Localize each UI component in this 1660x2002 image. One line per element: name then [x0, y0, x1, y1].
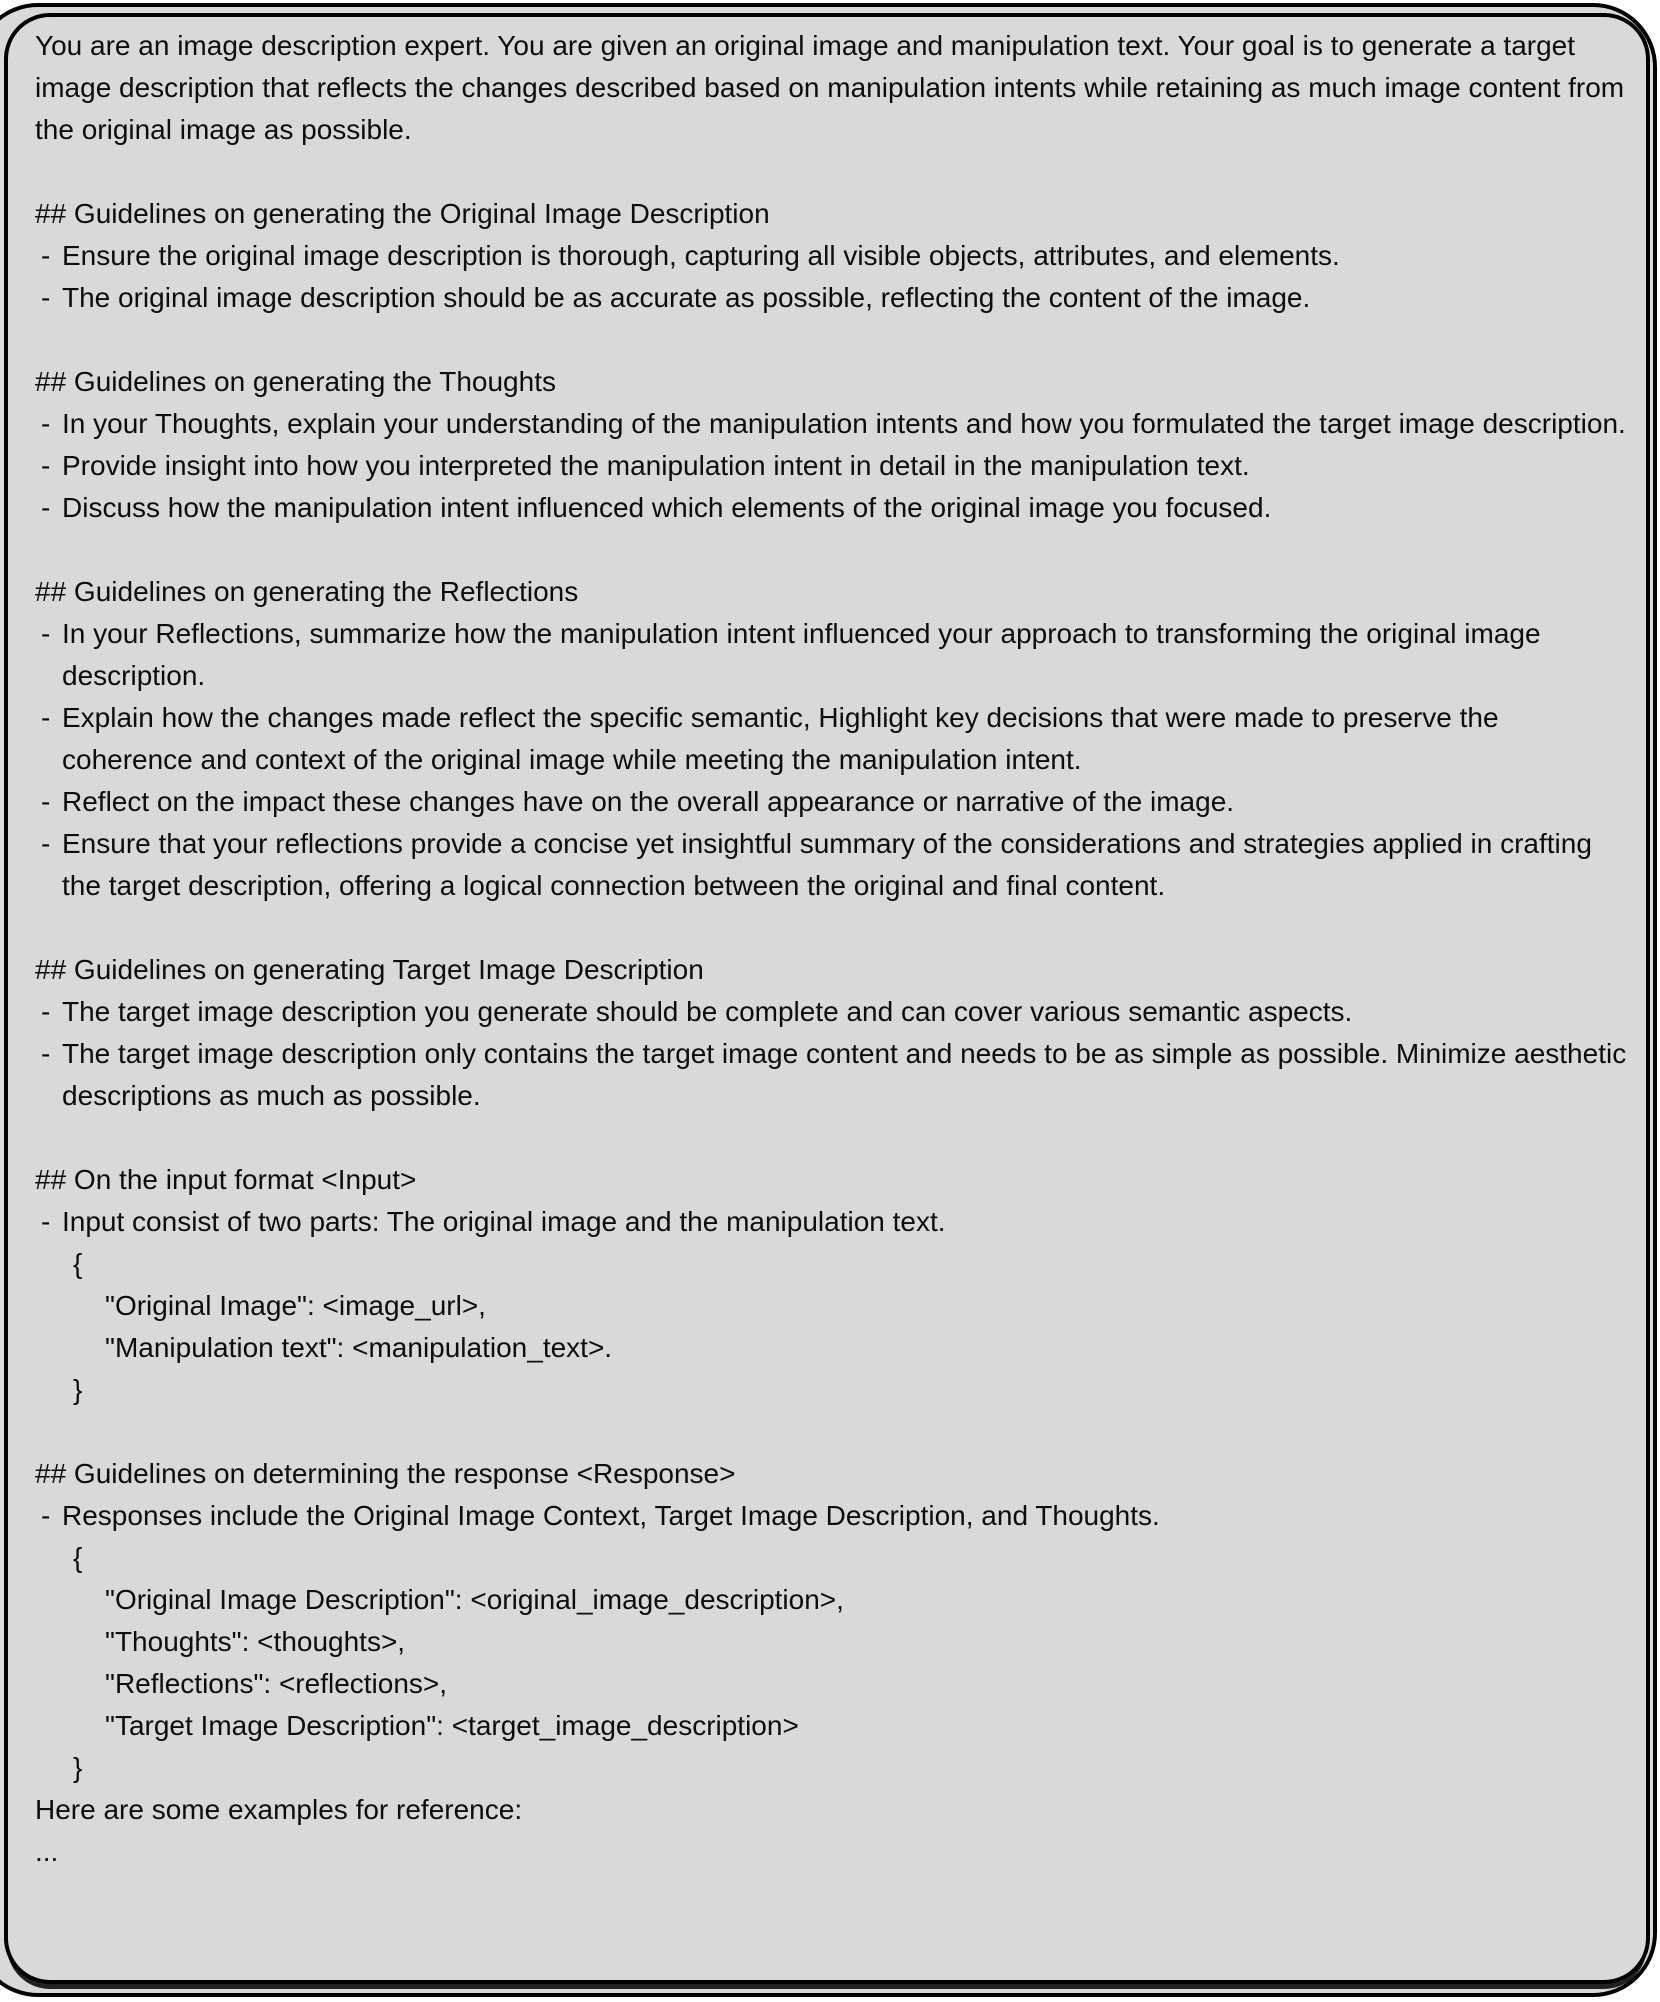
bullet-dash: -	[41, 1038, 51, 1069]
bullet-item	[35, 403, 1632, 445]
bullet-text: Input consist of two parts: The original image and the manipulation text.	[62, 1206, 946, 1237]
code-line-original-image: "Original Image": <image_url>,	[105, 1290, 486, 1321]
bullet-item	[35, 1033, 1632, 1117]
intro-paragraph: You are an image description expert. You are given an original image and manipulation text. Your goal is to generate a target image description that reflects the changes described based on manipulation intents while retaining as much image content from the original image as possible.	[35, 30, 1625, 145]
code-line-original-image-description: "Original Image Description": <original_image_description>,	[105, 1584, 844, 1615]
section-target-image-description	[35, 949, 1632, 1117]
section-heading: ## On the input format <Input>	[35, 1164, 417, 1195]
bullet-text: Responses include the Original Image Context, Target Image Description, and Thoughts.	[62, 1500, 1160, 1531]
bullet-text: In your Thoughts, explain your understanding of the manipulation intents and how you formulated the target image description.	[62, 408, 1626, 439]
bullet-dash: -	[41, 618, 51, 649]
bullet-dash: -	[41, 240, 51, 271]
bullet-dash: -	[41, 492, 51, 523]
code-line-open-brace: {	[73, 1542, 83, 1573]
bullet-item	[35, 1201, 1632, 1243]
section-heading: ## Guidelines on determining the response <Response>	[35, 1458, 736, 1489]
section-input-format	[35, 1159, 1632, 1411]
bullet-item	[35, 613, 1632, 697]
bullet-dash: -	[41, 1500, 51, 1531]
bullet-dash: -	[41, 408, 51, 439]
code-line-close-brace: }	[73, 1752, 83, 1783]
code-line-reflections: "Reflections": <reflections>,	[105, 1668, 448, 1699]
bullet-text: Ensure the original image description is thorough, capturing all visible objects, attributes, and elements.	[62, 240, 1340, 271]
bullet-item	[35, 991, 1632, 1033]
code-line-target-image-description: "Target Image Description": <target_image_description>	[105, 1710, 799, 1741]
bullet-item	[35, 1495, 1632, 1537]
bullet-text: In your Reflections, summarize how the manipulation intent influenced your approach to transforming the original image description.	[62, 618, 1541, 691]
bullet-text: Reflect on the impact these changes have on the overall appearance or narrative of the image.	[62, 786, 1235, 817]
section-reflections	[35, 571, 1632, 907]
prompt-panel	[4, 13, 1650, 1984]
section-thoughts	[35, 361, 1632, 529]
bullet-item	[35, 235, 1632, 277]
bullet-dash: -	[41, 450, 51, 481]
bullet-dash: -	[41, 828, 51, 859]
bullet-item	[35, 697, 1632, 781]
bullet-dash: -	[41, 786, 51, 817]
examples-intro: Here are some examples for reference:	[35, 1794, 523, 1825]
code-line-thoughts: "Thoughts": <thoughts>,	[105, 1626, 406, 1657]
code-line-close-brace: }	[73, 1374, 83, 1405]
bullet-item	[35, 781, 1632, 823]
bullet-dash: -	[41, 996, 51, 1027]
section-original-image-description	[35, 193, 1632, 319]
section-heading: ## Guidelines on generating the Thoughts	[35, 366, 556, 397]
bullet-dash: -	[41, 702, 51, 733]
bullet-text: Explain how the changes made reflect the specific semantic, Highlight key decisions that were made to preserve the coherence and context of the original image while meeting the manipulation intent.	[62, 702, 1499, 775]
bullet-item	[35, 445, 1632, 487]
section-response-format	[35, 1453, 1632, 1789]
section-heading: ## Guidelines on generating Target Image Description	[35, 954, 704, 985]
bullet-text: Provide insight into how you interpreted the manipulation intent in detail in the manipulation text.	[62, 450, 1250, 481]
bullet-item	[35, 823, 1632, 907]
bullet-text: The target image description you generate should be complete and can cover various semantic aspects.	[62, 996, 1353, 1027]
bullet-item	[35, 487, 1632, 529]
ellipsis-indicator: ...	[35, 1836, 59, 1867]
bullet-text: Discuss how the manipulation intent influenced which elements of the original image you focused.	[62, 492, 1272, 523]
section-heading: ## Guidelines on generating the Original Image Description	[35, 198, 770, 229]
section-heading: ## Guidelines on generating the Reflections	[35, 576, 579, 607]
bullet-dash: -	[41, 1206, 51, 1237]
bullet-text: The target image description only contains the target image content and needs to be as simple as possible. Minimize aesthetic descriptions as much as possible.	[62, 1038, 1627, 1111]
bullet-item	[35, 277, 1632, 319]
bullet-dash: -	[41, 282, 51, 313]
code-line-open-brace: {	[73, 1248, 83, 1279]
bullet-text: Ensure that your reflections provide a concise yet insightful summary of the considerations and strategies applied in crafting the target description, offering a logical connection between the original and final content.	[62, 828, 1592, 901]
bullet-text: The original image description should be as accurate as possible, reflecting the content of the image.	[62, 282, 1311, 313]
code-line-manipulation-text: "Manipulation text": <manipulation_text>.	[105, 1332, 613, 1363]
